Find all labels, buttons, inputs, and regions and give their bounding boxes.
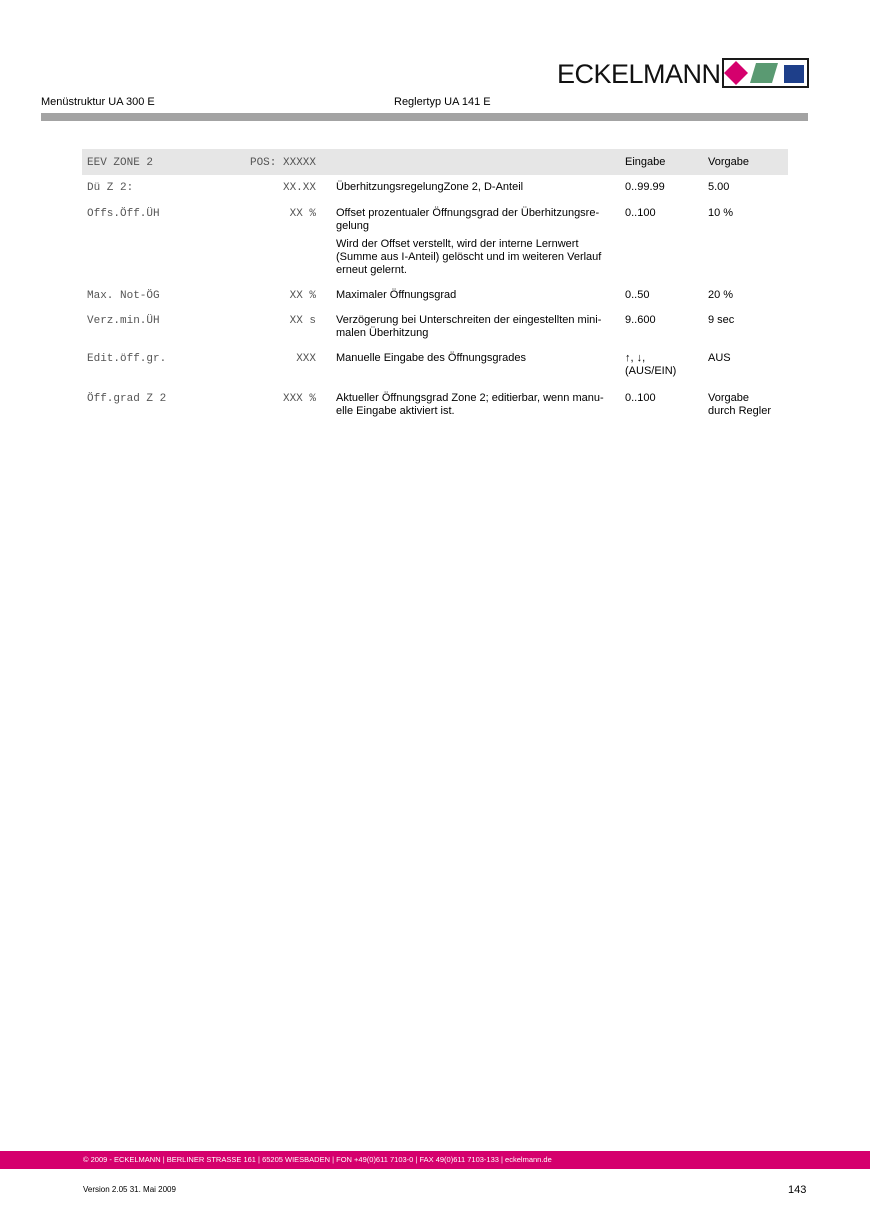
eckelmann-logo — [557, 58, 809, 90]
logo-green-parallelogram — [750, 63, 778, 83]
row-default-edit: AUS — [708, 352, 731, 364]
logo-magenta-diamond — [724, 61, 748, 85]
row-input-dz2: 0..99.99 — [625, 181, 665, 193]
row-param-maxnot: Max. Not-ÖG — [87, 290, 160, 302]
table-head-eingabe: Eingabe — [625, 156, 666, 168]
logo-wordmark: ECKELMANN — [557, 59, 721, 89]
row-desc-maxnot: Maximaler Öffnungsgrad — [336, 289, 457, 301]
row-param-dz2: Dü Z 2: — [87, 182, 134, 194]
row-value-dz2: XX.XX — [282, 182, 316, 194]
row-param-edit: Edit.öff.gr. — [87, 353, 167, 365]
table-head-menu: EEV ZONE 2 — [87, 157, 154, 169]
row-input-offs: 0..100 — [625, 207, 656, 219]
row-param-oeffgrad: Öff.grad Z 2 — [87, 393, 167, 405]
logo-navy-square — [784, 65, 804, 83]
row-value-edit: XXX — [296, 353, 316, 365]
footer-contact: © 2009 - ECKELMANN | BERLINER STRASSE 161 | 65205 WIESBADEN | FON +49(0)611 7103-0 | FAX 49(0)611 7103-133 | eckelmann.de — [83, 1155, 552, 1164]
row-desc-offs-note: Wird der Offset verstellt, wird der interne Lernwert (Summe aus I-Anteil) gelöscht und im weiteren Verlauf erneut gelernt. — [336, 238, 602, 276]
row-desc-oeffgrad: Aktueller Öffnungsgrad Zone 2; editierbar, wenn manu- elle Eingabe aktiviert ist. — [336, 392, 604, 417]
logo-squares-icon — [722, 58, 809, 88]
header-divider-bar — [41, 113, 808, 121]
row-input-oeffgrad: 0..100 — [625, 392, 656, 404]
row-desc-verz: Verzögerung bei Unterschreiten der eingestellten mini- malen Überhitzung — [336, 314, 602, 339]
row-desc-dz2: ÜberhitzungsregelungZone 2, D-Anteil — [336, 181, 524, 193]
row-default-maxnot: 20 % — [708, 289, 734, 301]
table-header-row — [82, 149, 788, 175]
page-number: 143 — [788, 1184, 807, 1196]
row-value-offs: XX % — [289, 208, 316, 220]
row-input-edit: ↑, ↓, (AUS/EIN) — [625, 352, 677, 377]
row-default-verz: 9 sec — [708, 314, 735, 326]
row-default-oeffgrad: Vorgabe durch Regler — [708, 392, 771, 417]
row-desc-edit: Manuelle Eingabe des Öffnungsgrades — [336, 352, 526, 364]
row-param-offs: Offs.Öff.ÜH — [87, 208, 160, 220]
header-document-title: Menüstruktur UA 300 E — [41, 96, 155, 108]
table-head-vorgabe: Vorgabe — [708, 156, 749, 168]
row-default-dz2: 5.00 — [708, 181, 730, 193]
row-input-verz: 9..600 — [625, 314, 656, 326]
row-value-maxnot: XX % — [289, 290, 316, 302]
row-value-oeffgrad: XXX % — [282, 393, 316, 405]
header-controller-type: Reglertyp UA 141 E — [394, 96, 491, 108]
row-desc-offs: Offset prozentualer Öffnungsgrad der Überhitzungsre- gelung — [336, 207, 600, 232]
row-param-verz: Verz.min.ÜH — [87, 315, 160, 327]
row-default-offs: 10 % — [708, 207, 734, 219]
row-value-verz: XX s — [289, 315, 316, 327]
row-input-maxnot: 0..50 — [625, 289, 650, 301]
footer-version: Version 2.05 31. Mai 2009 — [83, 1185, 176, 1194]
table-head-pos: POS: XXXXX — [249, 157, 316, 169]
